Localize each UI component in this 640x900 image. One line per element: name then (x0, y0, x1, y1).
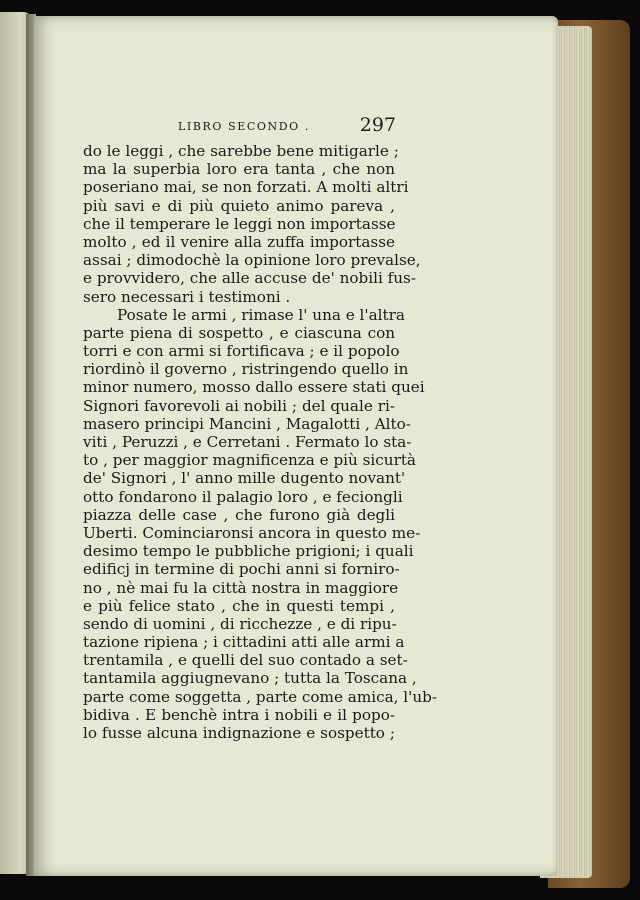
paragraph-1 (83, 142, 421, 306)
text-line: tazione ripiena ; i cittadini atti alle armi a (83, 633, 405, 652)
text-line: e più felice stato , che in questi tempi , (83, 596, 395, 615)
text-line: più savi e di più quieto animo pareva , (83, 196, 395, 215)
page-number: 297 (359, 114, 396, 136)
text-line: no , nè mai fu la città nostra in maggiore (83, 578, 399, 597)
text-line: parte piena di sospetto , e ciascuna con (83, 323, 395, 342)
page-header (140, 112, 410, 136)
text-line: sero necessari i testimoni . (83, 287, 291, 306)
text-line: viti , Peruzzi , e Cerretani . Fermato lo sta- (83, 433, 412, 451)
text-line: parte come soggetta , parte come amica, l'ub- (83, 687, 437, 706)
running-head: LIBRO SECONDO . (178, 120, 310, 133)
text-line: edificj in termine di pochi anni si forniro- (83, 560, 400, 579)
text-line: lo fusse alcuna indignazione e sospetto ; (83, 724, 395, 742)
text-line: piazza delle case , che furono già degli (83, 505, 395, 524)
text-line: Posate le armi , rimase l' una e l'altra (117, 305, 405, 324)
text-line: che il temperare le leggi non importasse (83, 214, 396, 233)
text-line: otto fondarono il palagio loro , e feciongli (83, 487, 403, 506)
text-line: tantamila aggiugnevano ; tutta la Toscana , (83, 669, 417, 688)
text-line: desimo tempo le pubbliche prigioni; i quali (83, 542, 414, 561)
text-line: poseriano mai, se non forzati. A molti altri (83, 178, 409, 197)
text-line: do le leggi , che sarebbe bene mitigarle ; (83, 142, 399, 160)
text-line: minor numero, mosso dallo essere stati quei (83, 378, 425, 397)
text-line: Signori favorevoli ai nobili ; del quale ri- (83, 396, 395, 415)
text-line: ma la superbia loro era tanta , che non (83, 160, 395, 179)
text-line: de' Signori , l' anno mille dugento novant' (83, 469, 406, 488)
text-line: masero principi Mancini , Magalotti , Alto- (83, 414, 411, 433)
text-line: torri e con armi si fortificava ; e il popolo (83, 342, 400, 361)
text-line: bidiva . E benchè intra i nobili e il popo- (83, 705, 395, 724)
text-line: trentamila , e quelli del suo contado a set- (83, 651, 408, 670)
paragraph-2 (83, 305, 437, 743)
text-line: riordinò il governo , ristringendo quello in (83, 360, 409, 379)
text-line: molto , ed il venire alla zuffa importasse (83, 232, 395, 251)
text-line: e provvidero, che alle accuse de' nobili fus- (83, 269, 416, 288)
text-line: Uberti. Cominciaronsi ancora in questo me- (83, 523, 421, 542)
body-text (83, 142, 437, 742)
text-line: assai ; dimodochè la opinione loro prevalse, (83, 251, 421, 270)
text-line: to , per maggior magnificenza e più sicurtà (83, 451, 416, 470)
text-line: sendo di uomini , di ricchezze , e di ripu- (83, 614, 397, 633)
